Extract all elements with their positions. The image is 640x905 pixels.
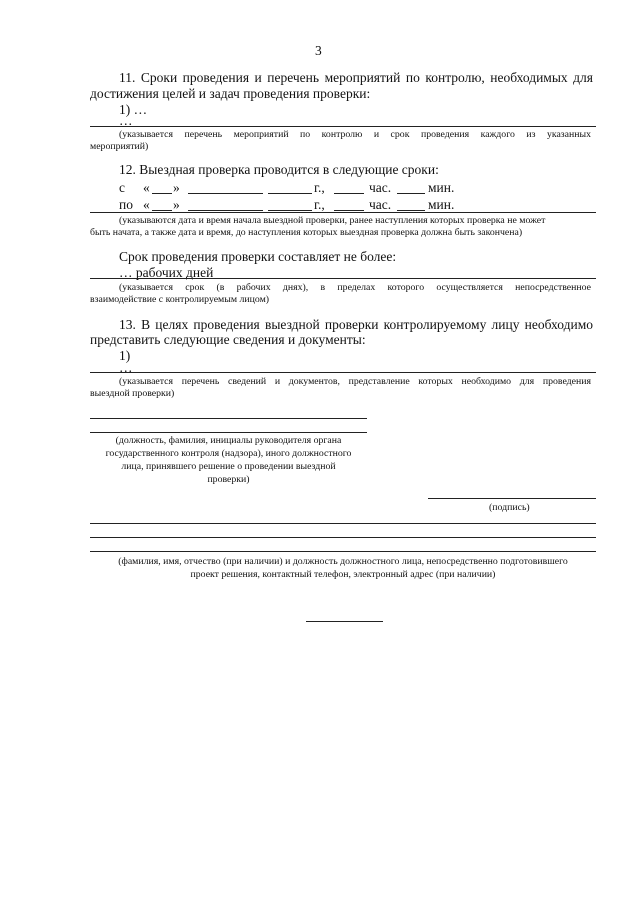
date-from-quote-open: «	[143, 180, 150, 195]
section-13-underline	[90, 372, 596, 373]
preparer-note-line-1: (фамилия, имя, отчество (при наличии) и должность должностного лица, непосредственно подготовившего	[118, 556, 568, 567]
term-line-2: … рабочих дней	[119, 265, 214, 280]
section-12-note-2: быть начата, а также дата и время, до наступления которых выездная проверка должна быть закончена)	[90, 227, 523, 238]
section-11-note-2: мероприятий)	[90, 141, 149, 152]
section-12-underline	[90, 212, 596, 213]
section-12-note-1: (указываются дата и время начала выездной проверки, ранее наступления которых проверка не может	[119, 215, 546, 226]
term-line-1: Срок проведения проверки составляет не более:	[119, 249, 397, 264]
signature-note: (подпись)	[489, 502, 530, 513]
position-line-2[interactable]	[90, 432, 367, 433]
position-line-1[interactable]	[90, 418, 367, 419]
section-11-note-1: (указывается перечень мероприятий по контролю и срок проведения каждого из указанных	[119, 129, 591, 140]
section-11-line-1: 11. Сроки проведения и перечень мероприятий по контролю, необходимых для	[119, 70, 593, 85]
preparer-note	[90, 555, 596, 581]
section-12-line-1: 12. Выездная проверка проводится в следующие сроки:	[119, 162, 439, 177]
date-to-min-blank[interactable]	[397, 210, 425, 211]
date-from-min-blank[interactable]	[397, 193, 425, 194]
date-to-quote-open: «	[143, 197, 150, 212]
preparer-line-1[interactable]	[90, 523, 596, 524]
date-from-hour-blank[interactable]	[334, 193, 364, 194]
section-11-item-2: …	[119, 113, 133, 128]
signature-line[interactable]	[428, 498, 596, 499]
date-from-year-suffix: г.,	[314, 180, 325, 195]
date-from-year-blank[interactable]	[268, 193, 312, 194]
section-11-underline	[90, 126, 596, 127]
date-to-quote-close: »	[173, 197, 180, 212]
term-note-2: взаимодействие с контролируемым лицом)	[90, 294, 270, 305]
date-from-hour-label: час.	[369, 180, 392, 195]
section-13-item-1: 1)	[119, 348, 131, 363]
position-note-line-3: лица, принявшего решение о проведении выездной	[121, 461, 336, 472]
page-number: 3	[315, 43, 322, 58]
date-to-hour-label: час.	[369, 197, 392, 212]
term-underline	[90, 278, 596, 279]
position-note-line-2: государственного контроля (надзора), иного должностного	[105, 448, 352, 459]
closing-divider	[306, 621, 383, 622]
date-to-month-blank[interactable]	[188, 210, 263, 211]
date-to-day-blank[interactable]	[152, 210, 172, 211]
preparer-line-3[interactable]	[90, 551, 596, 552]
position-note	[90, 434, 367, 486]
preparer-line-2[interactable]	[90, 537, 596, 538]
section-13-note-2: выездной проверки)	[90, 388, 175, 399]
section-11-line-2: достижения целей и задач проведения проверки:	[90, 86, 371, 101]
date-from-row	[119, 180, 125, 196]
position-note-line-4: проверки)	[207, 474, 250, 485]
section-13-note-1: (указывается перечень сведений и документов, представление которых необходимо для проведения	[119, 376, 591, 387]
position-note-line-1: (должность, фамилия, инициалы руководителя органа	[115, 435, 342, 446]
date-from-quote-close: »	[173, 180, 180, 195]
date-from-min-label: мин.	[428, 180, 455, 195]
section-13-line-1: 13. В целях проведения выездной проверки контролируемому лицу необходимо	[119, 317, 593, 332]
term-note-1: (указывается срок (в рабочих днях), в пределах которого осуществляется непосредственное	[119, 282, 591, 293]
date-to-year-suffix: г.,	[314, 197, 325, 212]
section-13-line-2: представить следующие сведения и документы:	[90, 332, 366, 347]
date-to-hour-blank[interactable]	[334, 210, 364, 211]
date-from-month-blank[interactable]	[188, 193, 263, 194]
date-to-year-blank[interactable]	[268, 210, 312, 211]
date-to-min-label: мин.	[428, 197, 455, 212]
date-to-label: по	[119, 197, 133, 212]
section-11-item-1: 1) …	[119, 102, 148, 117]
date-from-label: с	[119, 180, 125, 195]
preparer-note-line-2: проект решения, контактный телефон, электронный адрес (при наличии)	[190, 569, 496, 580]
section-13-item-2: …	[119, 360, 133, 375]
date-from-day-blank[interactable]	[152, 193, 172, 194]
